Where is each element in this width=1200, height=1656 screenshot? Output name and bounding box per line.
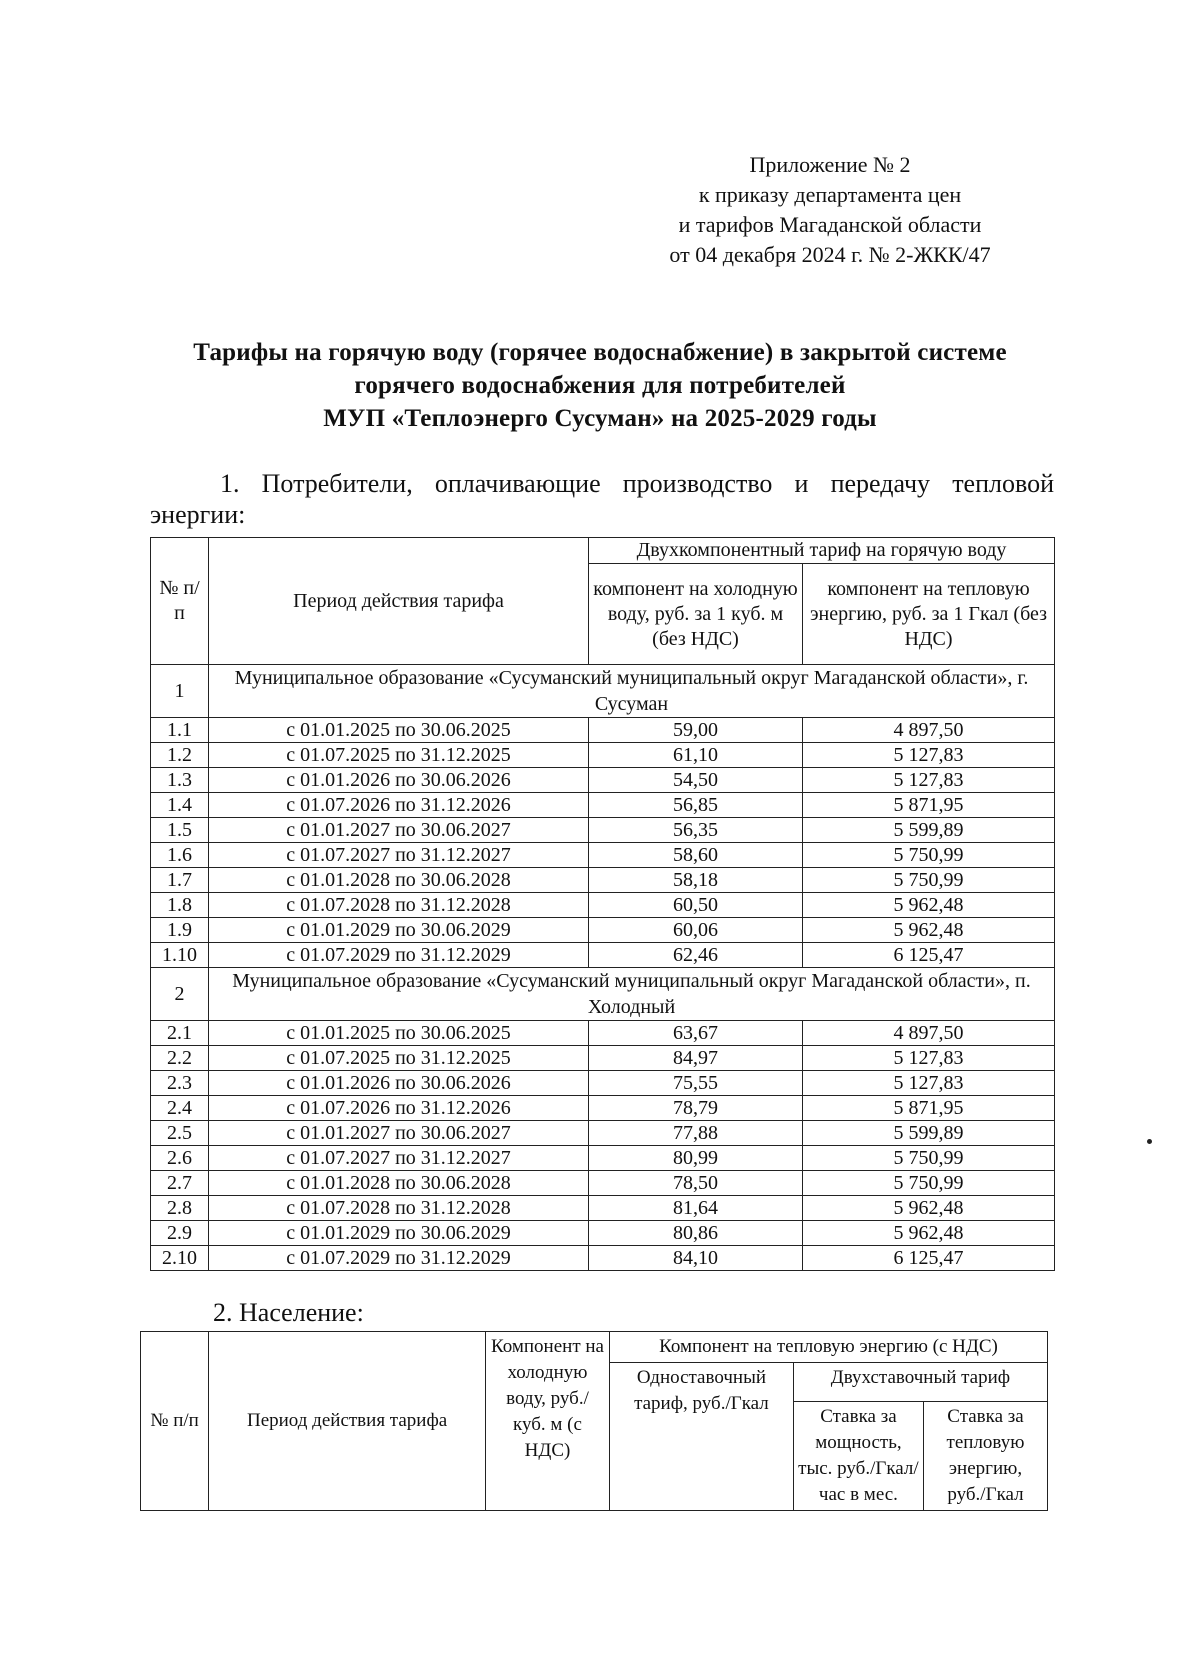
section-1-heading: 1. Потребители, оплачивающие производство и передачу тепловой энергии:	[150, 469, 1054, 529]
table-row	[151, 1071, 1055, 1096]
row-heat-energy-value: 6 125,47	[803, 943, 1055, 968]
row-num: 1.4	[151, 793, 209, 818]
row-num: 2.3	[151, 1071, 209, 1096]
title-line: горячего водоснабжения для потребителей	[354, 372, 846, 399]
row-heat-energy-value: 5 127,83	[803, 768, 1055, 793]
header-energy-rate: Ставка за тепловую энергию, руб./Гкал	[924, 1402, 1048, 1511]
row-heat-energy-value: 4 897,50	[803, 1021, 1055, 1046]
row-period: с 01.07.2027 по 31.12.2027	[209, 843, 589, 868]
row-num: 2.9	[151, 1221, 209, 1246]
header-heat-energy-group: Компонент на тепловую энергию (с НДС)	[609, 1332, 1047, 1363]
row-period: с 01.01.2026 по 30.06.2026	[209, 1071, 589, 1096]
row-heat-energy-value: 5 750,99	[803, 1171, 1055, 1196]
row-num: 1.3	[151, 768, 209, 793]
row-num: 2.7	[151, 1171, 209, 1196]
header-heat-energy-component: компонент на тепловую энергию, руб. за 1 Гкал (без НДС)	[803, 564, 1055, 665]
table-row	[151, 818, 1055, 843]
row-heat-energy-value: 5 871,95	[803, 793, 1055, 818]
row-heat-energy-value: 5 750,99	[803, 1146, 1055, 1171]
row-num: 1.7	[151, 868, 209, 893]
header-period: Период действия тарифа	[209, 1332, 486, 1511]
table-row	[151, 768, 1055, 793]
row-cold-water-value: 58,60	[589, 843, 803, 868]
row-cold-water-value: 56,85	[589, 793, 803, 818]
row-period: с 01.07.2026 по 31.12.2026	[209, 793, 589, 818]
row-cold-water-value: 78,50	[589, 1171, 803, 1196]
row-num: 2.2	[151, 1046, 209, 1071]
row-cold-water-value: 60,50	[589, 893, 803, 918]
table-row	[151, 843, 1055, 868]
row-cold-water-value: 78,79	[589, 1096, 803, 1121]
row-period: с 01.07.2028 по 31.12.2028	[209, 1196, 589, 1221]
row-num: 1.5	[151, 818, 209, 843]
row-cold-water-value: 84,10	[589, 1246, 803, 1271]
row-period: с 01.01.2027 по 30.06.2027	[209, 1121, 589, 1146]
municipality-num: 1	[151, 665, 209, 718]
row-num: 1.2	[151, 743, 209, 768]
row-cold-water-value: 59,00	[589, 718, 803, 743]
header-single-rate-tariff: Одноставочный тариф, руб./Гкал	[609, 1363, 793, 1511]
row-cold-water-value: 61,10	[589, 743, 803, 768]
row-period: с 01.01.2027 по 30.06.2027	[209, 818, 589, 843]
row-heat-energy-value: 5 599,89	[803, 818, 1055, 843]
row-period: с 01.07.2027 по 31.12.2027	[209, 1146, 589, 1171]
row-heat-energy-value: 5 599,89	[803, 1121, 1055, 1146]
tariff-table-consumers	[150, 537, 1055, 1271]
row-cold-water-value: 81,64	[589, 1196, 803, 1221]
row-heat-energy-value: 5 962,48	[803, 918, 1055, 943]
table-row	[151, 1146, 1055, 1171]
row-period: с 01.01.2029 по 30.06.2029	[209, 1221, 589, 1246]
annex-line: и тарифов Магаданской области	[678, 212, 982, 237]
header-period: Период действия тарифа	[209, 538, 589, 665]
row-period: с 01.01.2028 по 30.06.2028	[209, 868, 589, 893]
tariff-table-population	[140, 1331, 1048, 1511]
table-row	[151, 793, 1055, 818]
header-capacity-rate: Ставка за мощность, тыс. руб./Гкал/ час в мес.	[793, 1402, 923, 1511]
row-heat-energy-value: 5 750,99	[803, 843, 1055, 868]
row-cold-water-value: 75,55	[589, 1071, 803, 1096]
municipality-name: Муниципальное образование «Сусуманский муниципальный округ Магаданской области», г. Сусуман	[209, 665, 1055, 718]
row-period: с 01.07.2025 по 31.12.2025	[209, 743, 589, 768]
table-row	[151, 1196, 1055, 1221]
row-heat-energy-value: 5 127,83	[803, 1071, 1055, 1096]
row-heat-energy-value: 5 962,48	[803, 1221, 1055, 1246]
row-num: 1.1	[151, 718, 209, 743]
row-heat-energy-value: 5 127,83	[803, 1046, 1055, 1071]
row-num: 2.1	[151, 1021, 209, 1046]
table-row	[151, 1046, 1055, 1071]
header-num: № п/п	[141, 1332, 209, 1511]
table-row	[151, 1021, 1055, 1046]
row-period: с 01.07.2029 по 31.12.2029	[209, 1246, 589, 1271]
row-cold-water-value: 80,86	[589, 1221, 803, 1246]
table-row	[151, 1221, 1055, 1246]
row-period: с 01.07.2025 по 31.12.2025	[209, 1046, 589, 1071]
row-cold-water-value: 56,35	[589, 818, 803, 843]
row-heat-energy-value: 5 127,83	[803, 743, 1055, 768]
row-heat-energy-value: 5 871,95	[803, 1096, 1055, 1121]
row-period: с 01.01.2029 по 30.06.2029	[209, 918, 589, 943]
row-cold-water-value: 63,67	[589, 1021, 803, 1046]
row-heat-energy-value: 5 750,99	[803, 868, 1055, 893]
table-row	[151, 1171, 1055, 1196]
row-cold-water-value: 54,50	[589, 768, 803, 793]
row-num: 2.5	[151, 1121, 209, 1146]
row-period: с 01.01.2026 по 30.06.2026	[209, 768, 589, 793]
header-num: № п/п	[151, 538, 209, 665]
table-row	[151, 868, 1055, 893]
row-heat-energy-value: 4 897,50	[803, 718, 1055, 743]
row-heat-energy-value: 5 962,48	[803, 1196, 1055, 1221]
row-num: 2.6	[151, 1146, 209, 1171]
scan-speck	[1147, 1139, 1152, 1144]
header-cold-water-component: Компонент на холодную воду, руб./куб. м (с НДС)	[486, 1332, 610, 1511]
row-period: с 01.07.2028 по 31.12.2028	[209, 893, 589, 918]
row-heat-energy-value: 5 962,48	[803, 893, 1055, 918]
title-line: Тарифы на горячую воду (горячее водоснабжение) в закрытой системе	[193, 339, 1007, 366]
title-line: МУП «Теплоэнерго Сусуман» на 2025-2029 годы	[323, 405, 877, 432]
row-num: 2.8	[151, 1196, 209, 1221]
row-num: 1.6	[151, 843, 209, 868]
table-row	[151, 1121, 1055, 1146]
row-period: с 01.01.2025 по 30.06.2025	[209, 1021, 589, 1046]
row-period: с 01.07.2029 по 31.12.2029	[209, 943, 589, 968]
annex-header	[620, 150, 1040, 270]
annex-line: к приказу департамента цен	[698, 182, 962, 207]
header-two-component-tariff: Двухкомпонентный тариф на горячую воду	[589, 538, 1055, 564]
row-cold-water-value: 80,99	[589, 1146, 803, 1171]
row-cold-water-value: 84,97	[589, 1046, 803, 1071]
table-row	[151, 743, 1055, 768]
header-two-rate-tariff: Двухставочный тариф	[793, 1363, 1047, 1402]
table-row	[151, 718, 1055, 743]
annex-line: Приложение № 2	[749, 152, 911, 177]
row-cold-water-value: 77,88	[589, 1121, 803, 1146]
header-cold-water-component: компонент на холодную воду, руб. за 1 куб. м (без НДС)	[589, 564, 803, 665]
row-cold-water-value: 62,46	[589, 943, 803, 968]
row-cold-water-value: 60,06	[589, 918, 803, 943]
annex-line: от 04 декабря 2024 г. № 2-ЖКК/47	[669, 242, 991, 267]
row-num: 1.9	[151, 918, 209, 943]
municipality-name: Муниципальное образование «Сусуманский муниципальный округ Магаданской области», п. Холодный	[209, 968, 1055, 1021]
row-period: с 01.01.2025 по 30.06.2025	[209, 718, 589, 743]
table-row	[151, 943, 1055, 968]
table-row	[151, 893, 1055, 918]
row-heat-energy-value: 6 125,47	[803, 1246, 1055, 1271]
table-row	[151, 1096, 1055, 1121]
table-row	[151, 918, 1055, 943]
row-cold-water-value: 58,18	[589, 868, 803, 893]
municipality-num: 2	[151, 968, 209, 1021]
section-2-heading: 2. Население:	[213, 1298, 364, 1327]
row-period: с 01.01.2028 по 30.06.2028	[209, 1171, 589, 1196]
row-num: 2.10	[151, 1246, 209, 1271]
row-period: с 01.07.2026 по 31.12.2026	[209, 1096, 589, 1121]
document-title	[140, 336, 1060, 435]
table-row	[151, 1246, 1055, 1271]
row-num: 2.4	[151, 1096, 209, 1121]
row-num: 1.10	[151, 943, 209, 968]
row-num: 1.8	[151, 893, 209, 918]
